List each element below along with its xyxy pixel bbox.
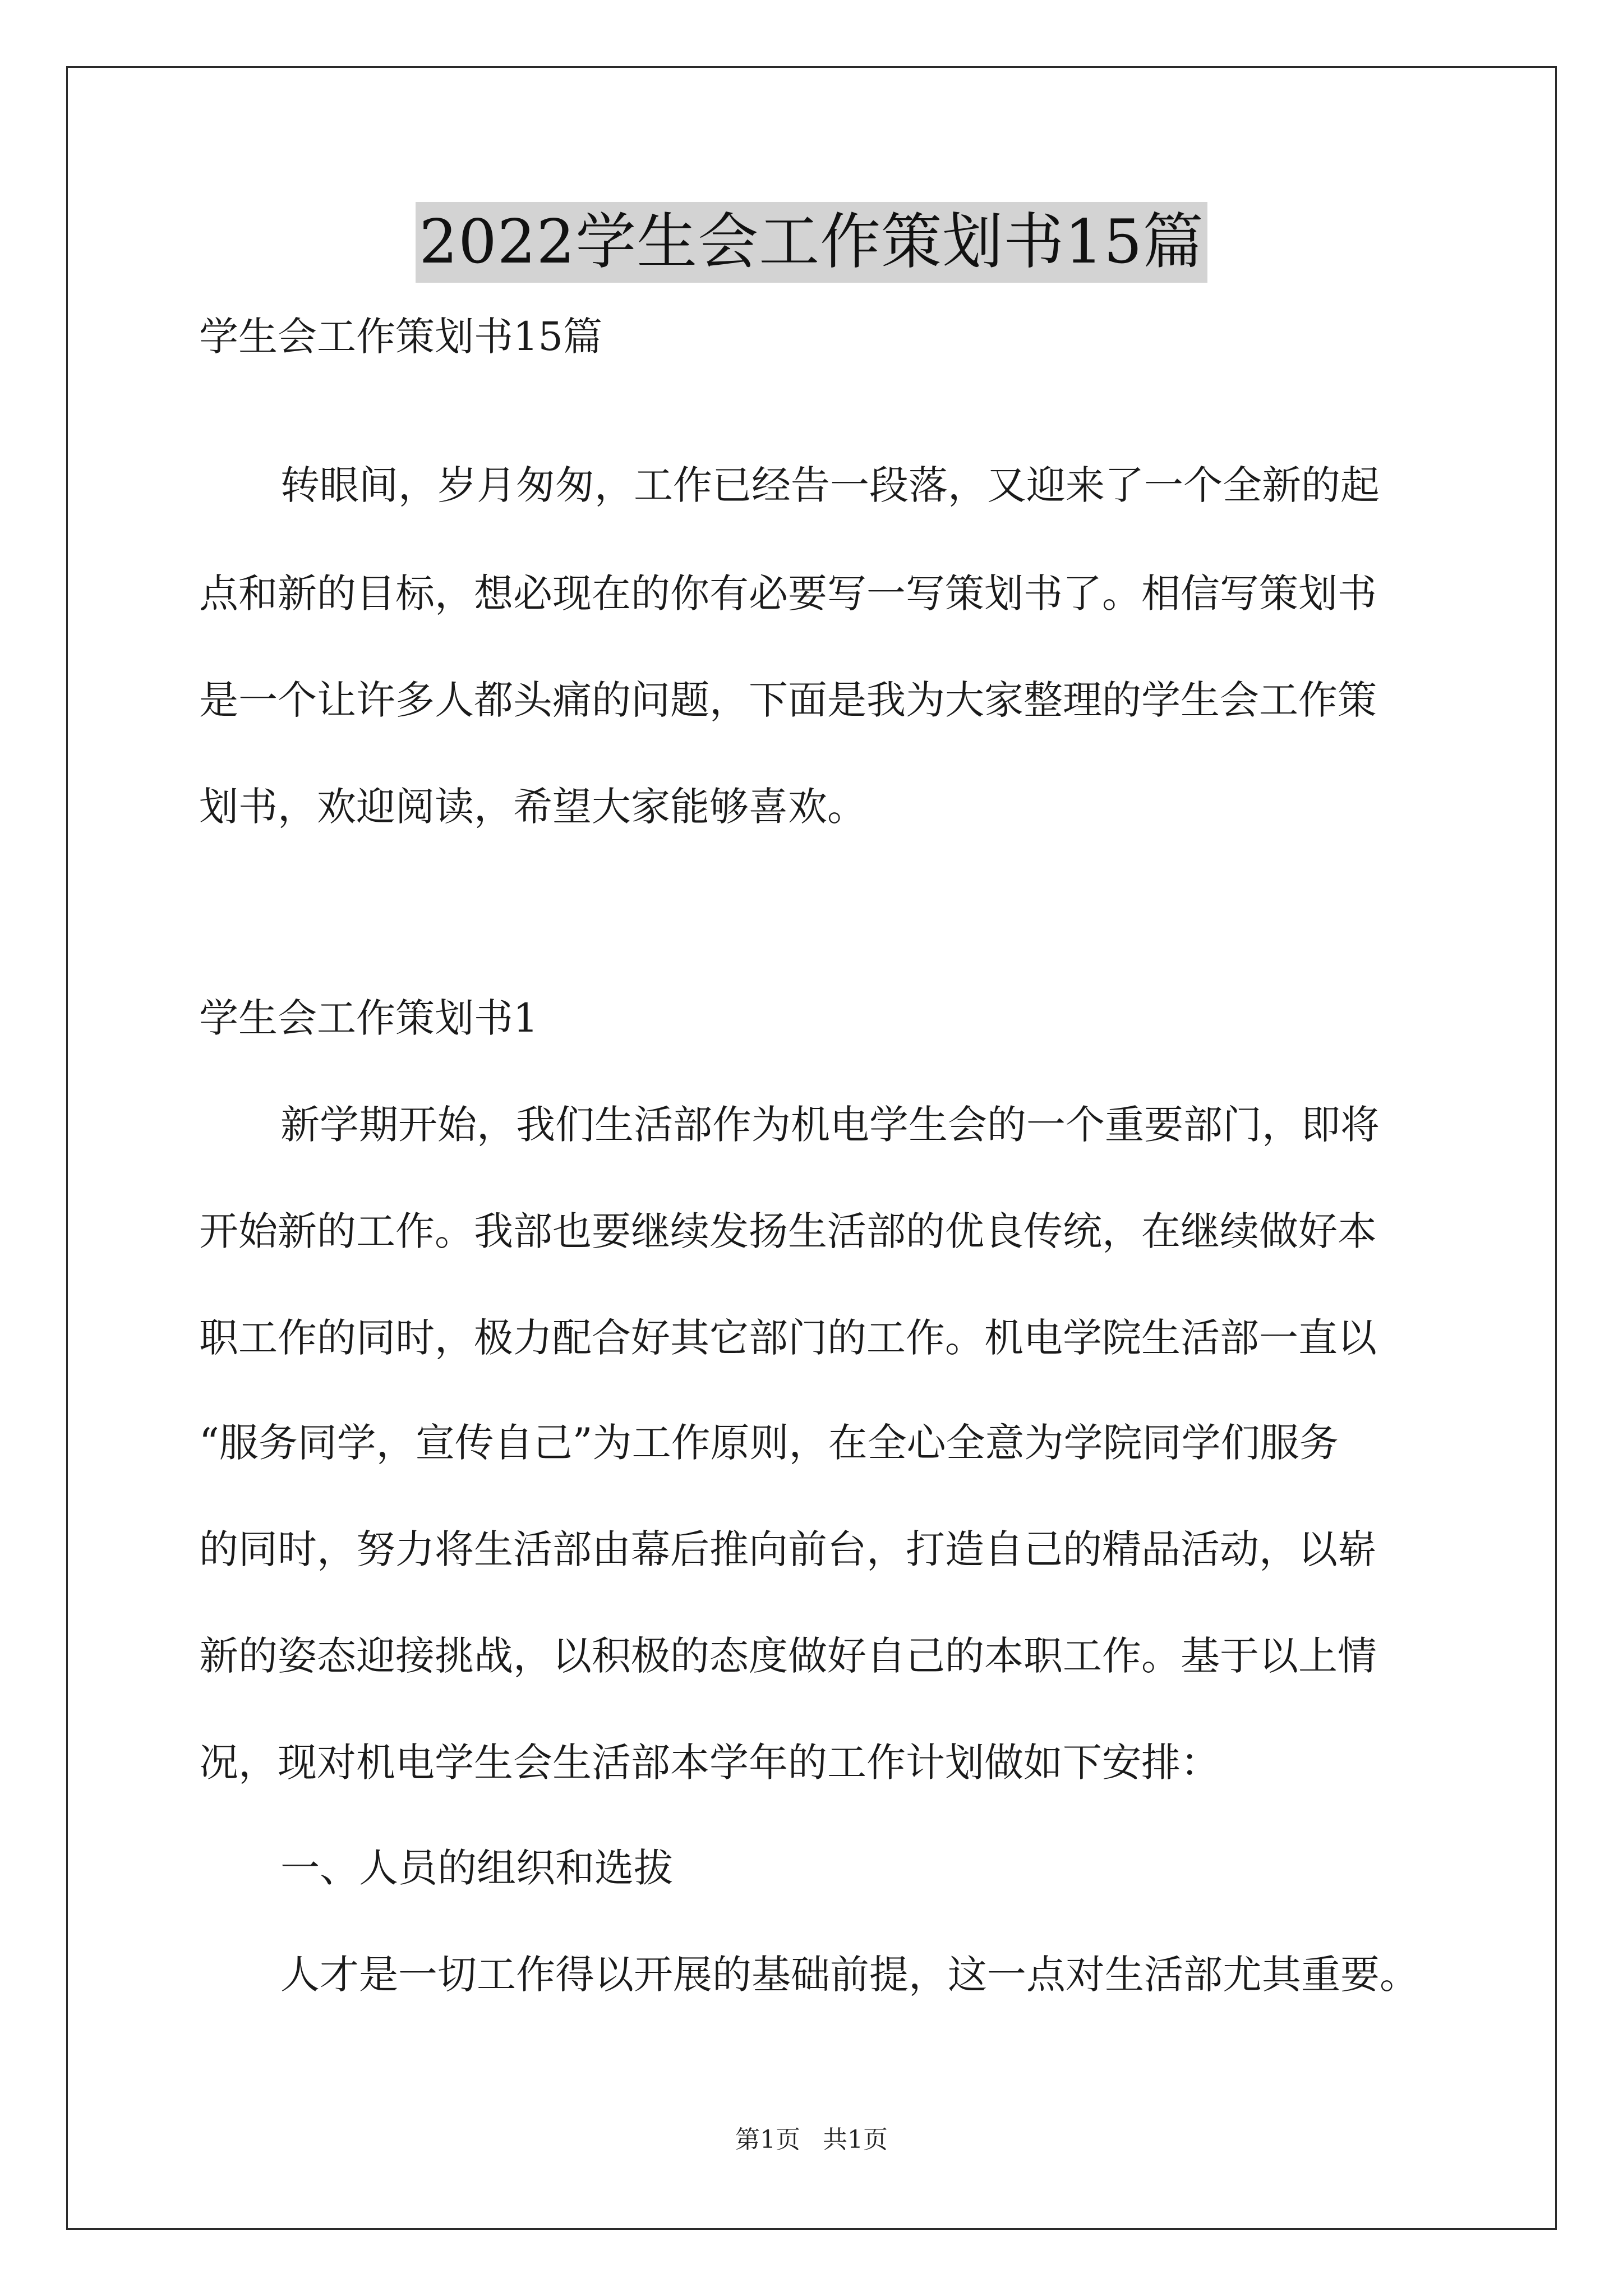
section-line-3: 职工作的同时，极力配合好其它部门的工作。机电学院生活部一直以 [199,1315,1377,1361]
section-line-1: 新学期开始，我们生活部作为机电学生会的一个重要部门，即将 [280,1102,1380,1148]
page-number: 第1页 [735,2125,800,2154]
section-heading: 学生会工作策划书1 [199,995,538,1041]
section-line-6: 新的姿态迎接挑战，以积极的态度做好自己的本职工作。基于以上情 [199,1633,1377,1679]
intro-line-4: 划书，欢迎阅读，希望大家能够喜欢。 [199,784,866,830]
intro-line-3: 是一个让许多人都头痛的问题，下面是我为大家整理的学生会工作策 [199,677,1377,723]
page-total: 共1页 [823,2125,888,2154]
item-line-1: 人才是一切工作得以开展的基础前提，这一点对生活部尤其重要。 [280,1952,1419,1998]
section-line-5: 的同时，努力将生活部由幕后推向前台，打造自己的精品活动，以崭 [199,1526,1377,1572]
page-footer [0,2123,1623,2157]
section-line-4: “服务同学，宣传自己”为工作原则，在全心全意为学院同学们服务 [199,1420,1339,1466]
intro-line-1: 转眼间，岁月匆匆，工作已经告一段落，又迎来了一个全新的起 [280,462,1380,508]
section-line-2: 开始新的工作。我部也要继续发扬生活部的优良传统，在继续做好本 [199,1208,1377,1254]
intro-line-2: 点和新的目标，想必现在的你有必要写一写策划书了。相信写策划书 [199,570,1377,616]
document-title: 2022学生会工作策划书15篇 [416,202,1207,283]
title-container [0,202,1623,283]
item-heading: 一、人员的组织和选拔 [280,1845,673,1891]
document-subtitle: 学生会工作策划书15篇 [199,314,603,360]
section-line-7: 况，现对机电学生会生活部本学年的工作计划做如下安排： [199,1740,1220,1786]
